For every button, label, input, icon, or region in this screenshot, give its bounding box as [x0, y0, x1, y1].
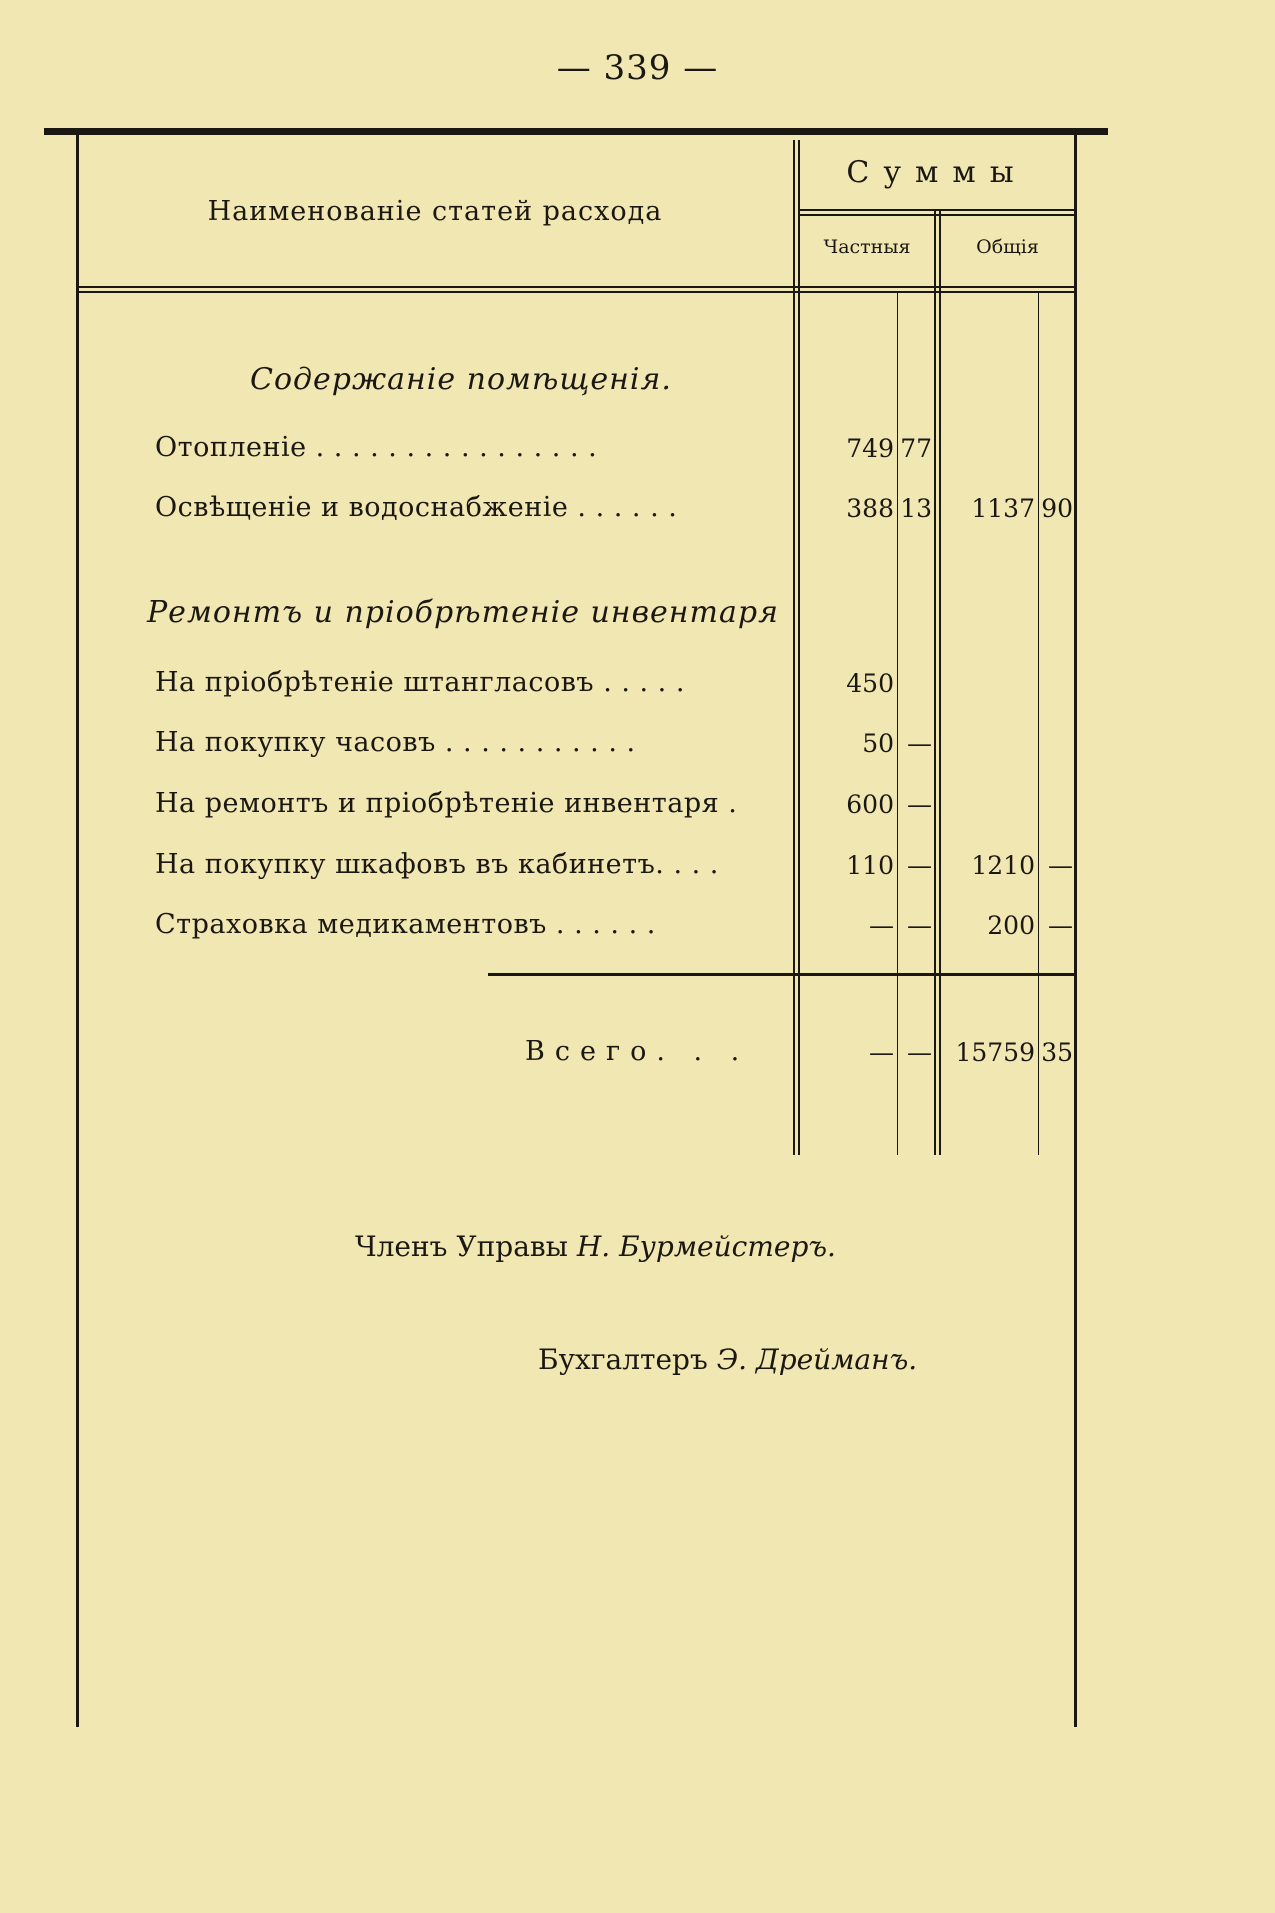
kopeck-divider-private — [897, 293, 898, 1155]
column-header-title: Наименованіе статей расхода — [207, 196, 663, 227]
private-rubles: 600 — [846, 790, 894, 819]
private-rubles: 450 — [846, 669, 894, 698]
header-bottom-rule-2 — [79, 291, 1074, 293]
grand-total-private-kopecks: — — [907, 1038, 932, 1067]
signature-role: Бухгалтеръ — [538, 1343, 708, 1376]
private-kopecks: 13 — [900, 494, 932, 523]
table-left-border — [76, 135, 79, 1727]
signature-accountant — [538, 1343, 917, 1376]
private-rubles: 110 — [846, 851, 894, 880]
total-rule — [488, 973, 1074, 976]
top-rule — [44, 128, 1108, 135]
total-rubles: 200 — [987, 911, 1035, 940]
private-kopecks: 77 — [900, 434, 932, 463]
signature-board-member — [355, 1230, 836, 1263]
private-kopecks: — — [907, 911, 932, 940]
item-label: На пріобрѣтеніе штангласовъ . . . . . — [155, 667, 685, 698]
item-label: На покупку часовъ . . . . . . . . . . . — [155, 727, 636, 758]
private-rubles: 388 — [846, 494, 894, 523]
sums-header-underline — [800, 209, 1074, 211]
grand-total-private-rubles: — — [869, 1038, 894, 1067]
private-rubles: — — [869, 911, 894, 940]
signature-name: Э. Дрейманъ. — [716, 1343, 918, 1376]
total-rubles: 1137 — [971, 494, 1035, 523]
grand-total-label: Всего. . . — [525, 1036, 750, 1067]
column-header-total: Общія — [976, 236, 1039, 258]
signature-name: Н. Бурмейстеръ. — [576, 1230, 836, 1263]
private-kopecks: — — [907, 790, 932, 819]
grand-total-rubles: 15759 — [955, 1038, 1035, 1067]
item-label: Страховка медикаментовъ . . . . . . — [155, 909, 656, 940]
item-label: Освѣщеніе и водоснабженіе . . . . . . — [155, 492, 678, 523]
private-kopecks: — — [907, 851, 932, 880]
private-kopecks: — — [907, 729, 932, 758]
column-header-sums: Суммы — [846, 155, 1028, 190]
item-label: Отопленіе . . . . . . . . . . . . . . . . — [155, 432, 598, 463]
grand-total-kopecks: 35 — [1041, 1038, 1073, 1067]
total-kopecks: — — [1048, 851, 1073, 880]
total-kopecks: — — [1048, 911, 1073, 940]
kopeck-divider-total — [1038, 293, 1039, 1155]
signature-role: Членъ Управы — [355, 1230, 568, 1263]
total-rubles: 1210 — [971, 851, 1035, 880]
table-right-border — [1074, 135, 1077, 1727]
column-divider-sums-2 — [939, 211, 941, 1155]
column-divider-sums — [934, 211, 936, 1155]
section-title-repairs: Ремонтъ и пріобрѣтеніе инвентаря — [147, 595, 779, 630]
section-title-premises: Содержаніе помѣщенія. — [250, 362, 672, 397]
total-kopecks: 90 — [1041, 494, 1073, 523]
page-number: — 339 — — [556, 48, 719, 88]
private-rubles: 749 — [846, 434, 894, 463]
private-rubles: 50 — [862, 729, 894, 758]
header-bottom-rule — [79, 286, 1074, 288]
column-header-private: Частныя — [823, 236, 911, 258]
item-label: На ремонтъ и пріобрѣтеніе инвентаря . — [155, 788, 738, 819]
item-label: На покупку шкафовъ въ кабинетъ. . . . — [155, 849, 719, 880]
sums-header-underline-2 — [800, 214, 1074, 216]
